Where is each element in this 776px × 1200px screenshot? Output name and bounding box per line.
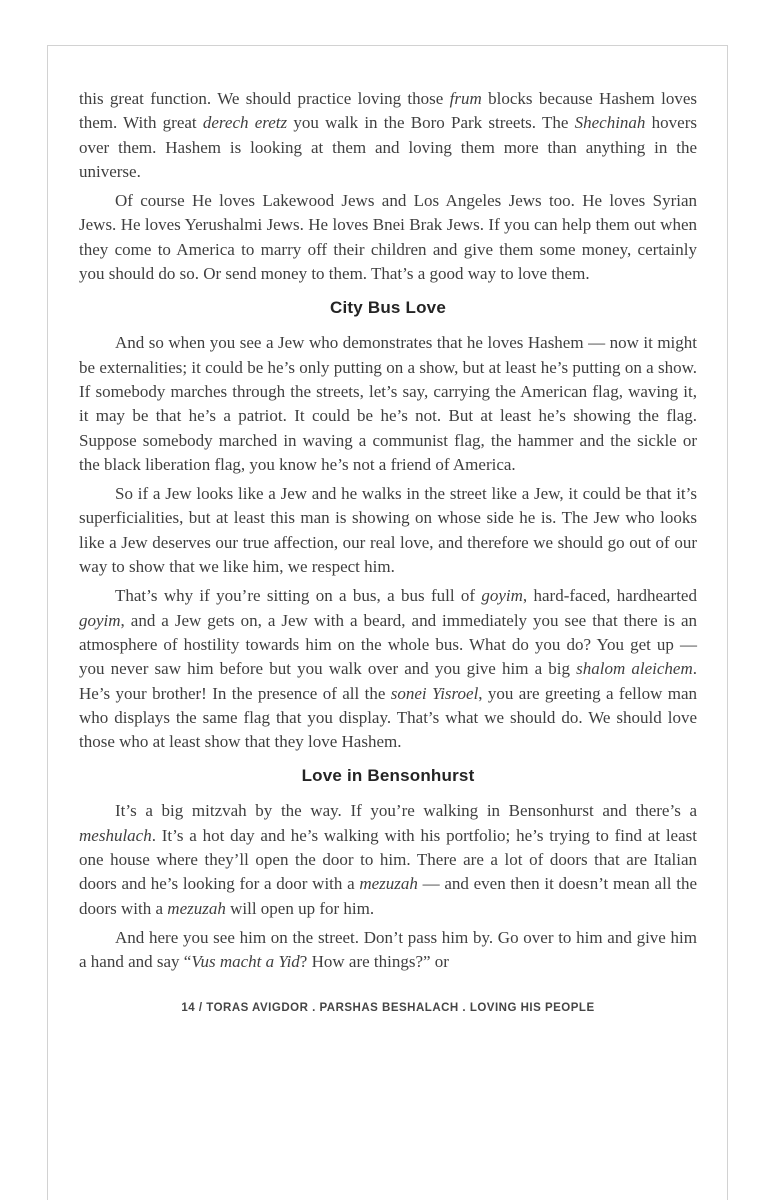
body-paragraph: And so when you see a Jew who demonstrates that he loves Hashem — now it might be externalities; it could be he’s only putting on a show, but at least he’s putting on a show. If somebody marches through the streets, let’s say, carrying the American flag, waving it, it may be that he’s a patriot. It could be he’s not. But at least he’s showing the flag. Suppose somebody marched in waving a communist flag, the hammer and the sickle or the black liberation flag, you know he’s not a friend of America. (79, 333, 697, 474)
page-footer-running-title: 14 / TORAS AVIGDOR . PARSHAS BESHALACH . LOVING HIS PEOPLE (181, 1001, 595, 1014)
body-paragraph-continuation: this great function. We should practice loving those frum blocks because Hashem loves them. With great derech eretz you walk in the Boro Park streets. The Shechinah hovers over them. Hashem is looking at them and loving them more than anything in the universe. (79, 89, 697, 181)
book-page (47, 45, 728, 1200)
section-heading-city-bus-love: City Bus Love (330, 298, 446, 318)
article-body (48, 46, 727, 1014)
body-paragraph: Of course He loves Lakewood Jews and Los Angeles Jews too. He loves Syrian Jews. He loves Yerushalmi Jews. He loves Bnei Brak Jews. If you can help them out when they come to America to marry off their children and give them some money, certainly you should do so. Or send money to them. That’s a good way to love them. (79, 191, 697, 284)
body-paragraph: It’s a big mitzvah by the way. If you’re walking in Bensonhurst and there’s a meshulach. It’s a hot day and he’s walking with his portfolio; he’s trying to find at least one house where they’ll open the door to him. There are a lot of doors that are Italian doors and he’s looking for a door with a mezuzah — and even then it doesn’t mean all the doors with a mezuzah will open up for him. (79, 801, 697, 918)
body-paragraph-cutoff: And here you see him on the street. Don’t pass him by. Go over to him and give him a hand and say “Vus macht a Yid? How are things?” or (79, 927, 697, 972)
body-paragraph: So if a Jew looks like a Jew and he walks in the street like a Jew, it could be that it’s superficialities, but at least this man is showing on whose side he is. The Jew who looks like a Jew deserves our true affection, our real love, and therefore we should go out of our way to show that we like him, we respect him. (79, 484, 697, 577)
section-heading-love-in-bensonhurst: Love in Bensonhurst (301, 766, 475, 786)
body-paragraph: That’s why if you’re sitting on a bus, a bus full of goyim, hard-faced, hardhearted goyim, and a Jew gets on, a Jew with a beard, and immediately you see that there is an atmosphere of hostility towards him on the whole bus. What do you do? You get up — you never saw him before but you walk over and you give him a big shalom aleichem. He’s your brother! In the presence of all the sonei Yisroel, you are greeting a fellow man who displays the same flag that you display. That’s what we should do. We should love those who at least show that they love Hashem. (79, 586, 697, 752)
